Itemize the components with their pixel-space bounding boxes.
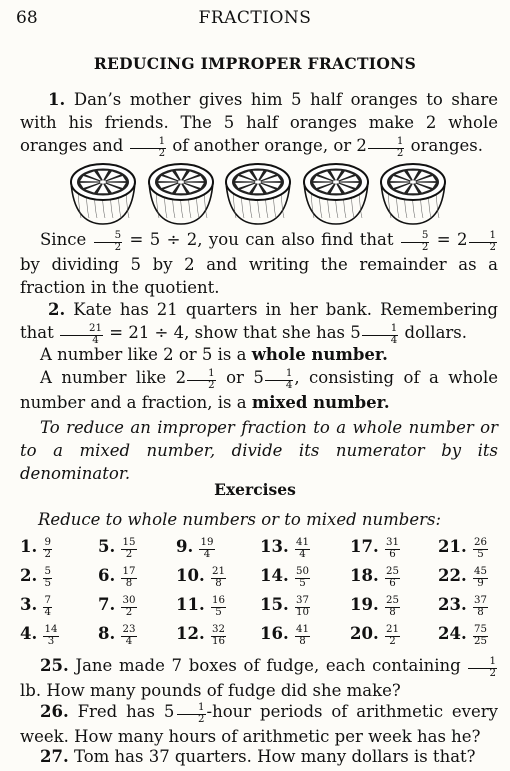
exercise-number: 2. [20, 566, 38, 585]
exercise-item [176, 566, 227, 589]
exercise-item [260, 595, 311, 618]
fraction: $\frac{23}{4}$ [122, 623, 136, 647]
exercise-number: 1. [20, 537, 38, 556]
exercise-item [98, 566, 138, 589]
page-header [0, 8, 510, 32]
exercise-item [98, 537, 138, 560]
fraction: $\frac{15}{2}$ [122, 536, 136, 560]
problem-26: 26. Fred has 5 $\frac{1}{2}$ -hour periods of arithmetic every week. How many hours of arithmetic per week has he? [20, 701, 498, 747]
fraction: $\frac{1}{4}$ [265, 369, 294, 391]
fraction: $\frac{31}{6}$ [385, 536, 399, 560]
exercise-item [350, 537, 401, 560]
fraction: $\frac{25}{8}$ [385, 594, 399, 618]
exercise-number: 9. [176, 537, 194, 556]
exercises-heading: Exercises [214, 480, 296, 499]
exercise-number: 4. [20, 624, 38, 643]
fraction: $\frac{17}{8}$ [122, 565, 136, 589]
fraction: $\frac{5}{2}$ [401, 231, 430, 253]
fraction: $\frac{32}{16}$ [211, 623, 225, 647]
orange-halves-illustration [68, 160, 448, 232]
fraction: $\frac{21}{4}$ [60, 324, 103, 346]
exercise-item [176, 537, 216, 560]
exercise-item [176, 595, 227, 618]
fraction: $\frac{1}{2}$ [368, 137, 405, 159]
exercise-number: 19. [350, 595, 379, 614]
orange-half-icon [301, 160, 371, 228]
exercise-item [20, 566, 53, 589]
fraction: $\frac{25}{6}$ [385, 565, 399, 589]
exercise-number: 20. [350, 624, 379, 643]
exercise-number: 8. [98, 624, 116, 643]
exercise-item [260, 624, 311, 647]
exercise-item [438, 566, 489, 589]
fraction: $\frac{37}{8}$ [473, 594, 487, 618]
exercise-number: 6. [98, 566, 116, 585]
fraction: $\frac{1}{4}$ [362, 324, 399, 346]
exercise-number: 5. [98, 537, 116, 556]
fraction: $\frac{41}{4}$ [295, 536, 309, 560]
orange-half-icon [146, 160, 216, 228]
fraction: $\frac{1}{2}$ [187, 369, 216, 391]
exercise-item [260, 566, 311, 589]
exercise-item [176, 624, 227, 647]
exercise-item [98, 624, 138, 647]
fraction: $\frac{14}{3}$ [44, 623, 58, 647]
exercise-number: 18. [350, 566, 379, 585]
exercise-number: 7. [98, 595, 116, 614]
exercise-item [20, 624, 60, 647]
fraction: $\frac{41}{8}$ [295, 623, 309, 647]
orange-half-icon [378, 160, 448, 228]
fraction: $\frac{75}{25}$ [473, 623, 487, 647]
mixed-number-definition: A number like 2 $\frac{1}{2}$ or 5 $\frac{1}{4}$ , consisting of a whole number and a fraction, is a mixed number. [20, 367, 498, 413]
paragraph-2: 2. Kate has 21 quarters in her bank. Remembering that $\frac{21}{4}$ = 21 ÷ 4, show that she has 5 $\frac{1}{4}$ dollars. [20, 300, 498, 346]
exercise-item [350, 566, 401, 589]
fraction: $\frac{30}{2}$ [122, 594, 136, 618]
exercise-row [20, 595, 502, 624]
fraction: $\frac{7}{4}$ [44, 594, 51, 618]
fraction: $\frac{26}{5}$ [473, 536, 487, 560]
fraction: $\frac{45}{9}$ [473, 565, 487, 589]
exercise-item [260, 537, 311, 560]
exercise-item [438, 624, 489, 647]
running-title: FRACTIONS [198, 8, 312, 28]
fraction: $\frac{1}{2}$ [469, 231, 498, 253]
exercise-number: 3. [20, 595, 38, 614]
exercise-number: 14. [260, 566, 289, 585]
problem-27: 27. Tom has 37 quarters. How many dollars is that? [40, 747, 476, 766]
orange-half-icon [68, 160, 138, 228]
exercise-number: 13. [260, 537, 289, 556]
exercise-row [20, 566, 502, 595]
problem-number: 2. [48, 300, 66, 319]
exercise-item [350, 624, 401, 647]
section-title: REDUCING IMPROPER FRACTIONS [93, 54, 417, 73]
exercise-number: 12. [176, 624, 205, 643]
exercise-item [350, 595, 401, 618]
exercise-number: 24. [438, 624, 467, 643]
fraction: $\frac{21}{2}$ [385, 623, 399, 647]
fraction: $\frac{1}{2}$ [468, 657, 497, 679]
fraction: $\frac{1}{2}$ [177, 703, 206, 725]
problem-number: 1. [48, 90, 66, 109]
exercise-row [20, 624, 502, 653]
exercise-number: 23. [438, 595, 467, 614]
rule-statement: To reduce an improper fraction to a whole number or to a mixed number, divide its numerator by its denominator. [20, 418, 498, 483]
orange-half-icon [223, 160, 293, 228]
exercise-number: 10. [176, 566, 205, 585]
exercises-instruction: Reduce to whole numbers or to mixed numbers: [38, 510, 442, 529]
exercise-item [98, 595, 138, 618]
paragraph-1: 1. Dan’s mother gives him 5 half oranges to share with his friends. The 5 half oranges make 2 whole oranges and $\frac{1}{2}$ of another orange, or 2 $\frac{1}{2}$ oranges. [20, 90, 499, 159]
exercise-item [438, 537, 489, 560]
exercise-number: 16. [260, 624, 289, 643]
exercise-row [20, 537, 502, 566]
fraction: $\frac{5}{5}$ [44, 565, 51, 589]
exercise-number: 11. [176, 595, 205, 614]
fraction: $\frac{50}{5}$ [295, 565, 309, 589]
exercise-number: 22. [438, 566, 467, 585]
page-number: 68 [16, 8, 38, 28]
fraction: $\frac{5}{2}$ [94, 231, 123, 253]
whole-number-definition: A number like 2 or 5 is a whole number. [40, 345, 388, 364]
problem-25: 25. Jane made 7 boxes of fudge, each containing $\frac{1}{2}$ lb. How many pounds of fudge did she make? [20, 655, 496, 701]
fraction: $\frac{9}{2}$ [44, 536, 51, 560]
exercise-item [438, 595, 489, 618]
fraction: $\frac{21}{8}$ [211, 565, 225, 589]
exercise-number: 21. [438, 537, 467, 556]
fraction: $\frac{1}{2}$ [130, 137, 167, 159]
fraction: $\frac{16}{5}$ [211, 594, 225, 618]
fraction: $\frac{37}{10}$ [295, 594, 309, 618]
exercise-number: 17. [350, 537, 379, 556]
exercise-number: 15. [260, 595, 289, 614]
exercise-item [20, 595, 53, 618]
fraction: $\frac{19}{4}$ [200, 536, 214, 560]
exercise-grid [20, 537, 502, 653]
exercise-item [20, 537, 53, 560]
paragraph-since: Since $\frac{5}{2}$ = 5 ÷ 2, you can also find that $\frac{5}{2}$ = 2 $\frac{1}{2}$ by dividing 5 by 2 and writing the remainder as a fraction in the quotient. [20, 229, 498, 298]
